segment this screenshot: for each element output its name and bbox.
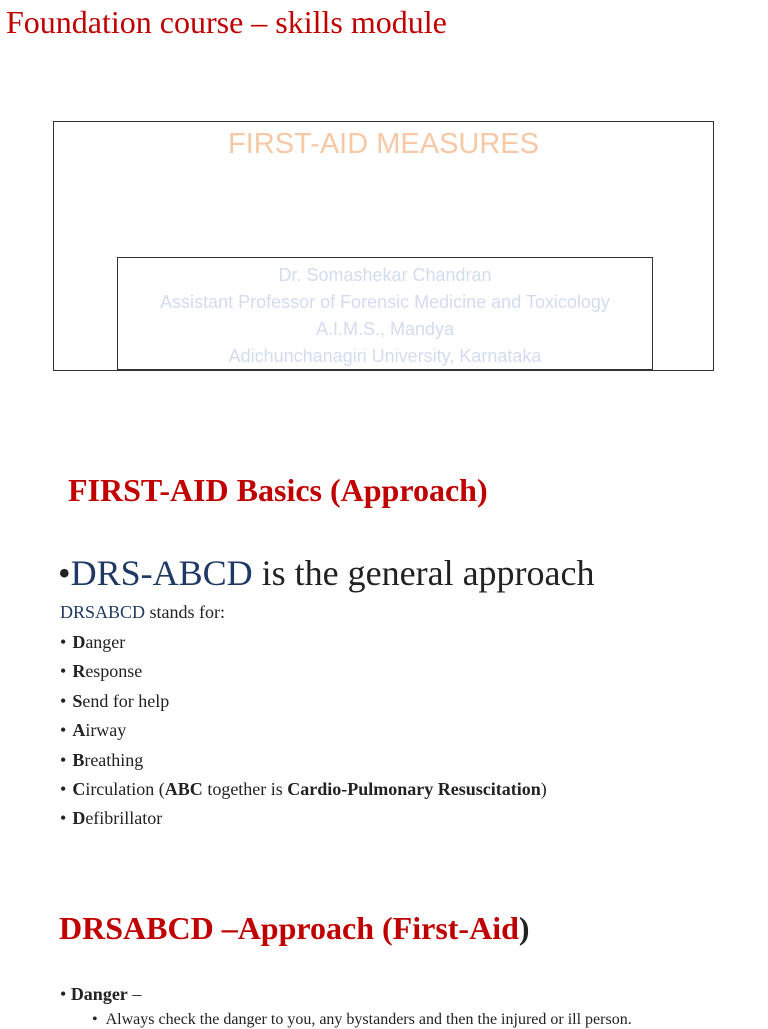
item-rest: irway bbox=[85, 720, 127, 741]
list-item-danger bbox=[60, 628, 547, 657]
list-item-defibrillator bbox=[60, 804, 547, 833]
intro-term: DRS-ABCD bbox=[70, 553, 253, 593]
item-initial: R bbox=[72, 661, 86, 682]
item-rest: end for help bbox=[82, 690, 170, 711]
stands-rest: stands for: bbox=[145, 602, 226, 622]
author-position: Assistant Professor of Forensic Medicine and Toxicology bbox=[160, 292, 610, 312]
title-slide bbox=[53, 121, 714, 371]
danger-label: Danger bbox=[70, 984, 128, 1004]
item-rest: reathing bbox=[84, 749, 144, 770]
list-item-airway bbox=[60, 716, 547, 745]
danger-bullet: • bbox=[60, 984, 67, 1004]
drsabcd-list bbox=[60, 628, 547, 834]
item-initial: D bbox=[72, 632, 86, 652]
abc-term: ABC bbox=[164, 779, 203, 800]
intro-bullet: • bbox=[58, 553, 71, 593]
item-rest: irculation ( bbox=[85, 779, 165, 800]
item-rest: anger bbox=[85, 632, 126, 652]
section-heading-approach bbox=[59, 910, 530, 947]
bullet: • bbox=[60, 720, 67, 741]
approach-heading-text: DRSABCD –Approach (First-Aid bbox=[59, 910, 519, 946]
item-initial: A bbox=[72, 720, 86, 741]
slide-title: FIRST-AID MEASURES bbox=[228, 128, 539, 160]
danger-sub-text: Always check the danger to you, any bystanders and then the injured or ill person. bbox=[105, 1011, 632, 1028]
list-item-breathing bbox=[60, 746, 547, 775]
bullet: • bbox=[60, 690, 67, 711]
danger-item bbox=[60, 984, 141, 1005]
author-lines bbox=[118, 262, 652, 370]
drs-abcd-intro bbox=[58, 552, 595, 594]
close-paren: ) bbox=[540, 779, 547, 800]
stands-term: DRSABCD bbox=[60, 602, 146, 622]
intro-rest: is the general approach bbox=[252, 553, 595, 593]
bullet: • bbox=[60, 661, 67, 682]
item-rest: esponse bbox=[85, 661, 143, 682]
sub-bullet: • bbox=[92, 1011, 98, 1028]
list-item-circulation bbox=[60, 775, 547, 804]
item-rest: efibrillator bbox=[85, 808, 163, 829]
item-initial: S bbox=[72, 690, 83, 711]
danger-sub-item bbox=[92, 1011, 632, 1029]
approach-heading-close: ) bbox=[518, 910, 530, 946]
author-block bbox=[117, 257, 653, 370]
bullet: • bbox=[60, 749, 67, 770]
item-initial: B bbox=[72, 749, 85, 770]
bullet: • bbox=[60, 779, 67, 800]
together-text: together is bbox=[202, 779, 288, 800]
bullet: • bbox=[60, 632, 67, 652]
bullet: • bbox=[60, 808, 67, 829]
author-university: Adichunchanagiri University, Karnataka bbox=[228, 346, 542, 366]
danger-dash: – bbox=[127, 984, 142, 1004]
author-institution: A.I.M.S., Mandya bbox=[315, 319, 455, 339]
list-item-response bbox=[60, 657, 547, 686]
section-heading-basics: FIRST-AID Basics (Approach) bbox=[68, 472, 488, 508]
list-item-send-for-help bbox=[60, 687, 547, 716]
item-initial: C bbox=[72, 779, 86, 800]
stands-for-line bbox=[60, 602, 225, 623]
cpr-term: Cardio-Pulmonary Resuscitation bbox=[287, 779, 541, 800]
document-header-title: Foundation course – skills module bbox=[6, 4, 447, 40]
item-initial: D bbox=[72, 808, 86, 829]
author-name: Dr. Somashekar Chandran bbox=[278, 265, 492, 285]
